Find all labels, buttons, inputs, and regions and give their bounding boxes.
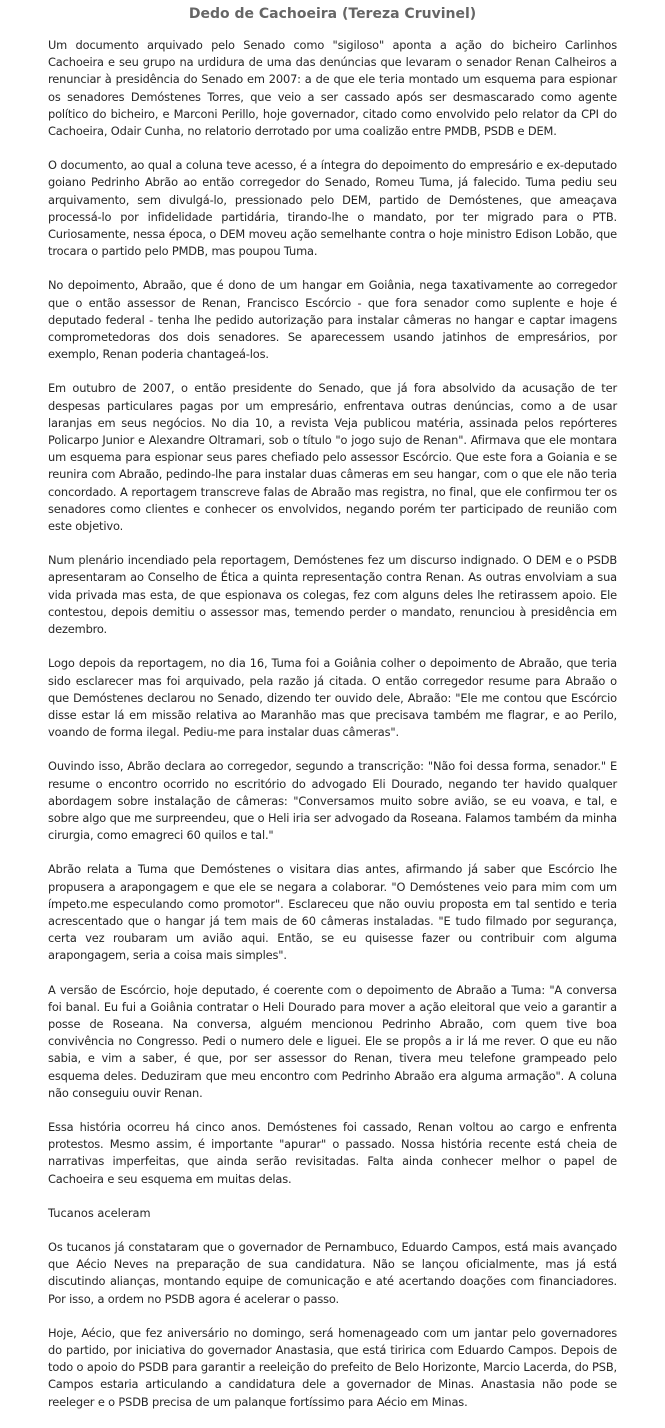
paragraph: Essa história ocorreu há cinco anos. Demóstenes foi cassado, Renan voltou ao cargo e enfrenta protestos. Mesmo assim, é importante "apurar" o passado. Nossa história recente está cheia de narrativas imperfeitas, que ainda serão revisitadas. Falta ainda conhecer melhor o papel de Cachoeira e seu esquema em muitas delas.	[48, 1119, 617, 1186]
paragraph: Os tucanos já constataram que o governador de Pernambuco, Eduardo Campos, está mais avançado que Aécio Neves na preparação de sua candidatura. Não se lançou oficialmente, mas já está discutindo alianças, montando equipe de comunicação e até acertando doações com financiadores. Por isso, a ordem no PSDB agora é acelerar o passo.	[48, 1239, 617, 1306]
article-title: Dedo de Cachoeira (Tereza Cruvinel)	[188, 6, 477, 22]
paragraph: Hoje, Aécio, que fez aniversário no domingo, será homenageado com um jantar pelo governadores do partido, por iniciativa do governador Anastasia, que está tiririca com Eduardo Campos. Depois de todo o apoio do PSDB para garantir a reeleição do prefeito de Belo Horizonte, Marcio Lacerda, do PSB, Campos estaria articulando a candidatura dele a governador de Minas. Anastasia não pode se reeleger e o PSDB precisa de um palanque fortíssimo para Aécio em Minas.	[48, 1325, 617, 1409]
paragraph: A versão de Escórcio, hoje deputado, é coerente com o depoimento de Abraão a Tuma: "A conversa foi banal. Eu fui a Goiânia contratar o Heli Dourado para mover a ação eleitoral que veio a garantir a posse de Roseana. Na conversa, alguém mencionou Pedrinho Abraão, com quem tive boa convivência no Congresso. Pedi o numero dele e liguei. Ele se propôs a ir lá me rever. O que eu não sabia, e vim a saber, é que, por ser assessor do Renan, tivera meu telefone grampeado pelo esquema deles. Deduziram que meu encontro com Pedrinho Abraão era alguma armação". A coluna não conseguiu ouvir Renan.	[48, 982, 617, 1100]
article	[48, 0, 617, 1428]
section-subheading: Tucanos aceleram	[48, 1205, 151, 1220]
paragraph: No depoimento, Abraão, que é dono de um hangar em Goiânia, nega taxativamente ao corregedor que o então assessor de Renan, Francisco Escórcio - que fora senador como suplente e hoje é deputado federal - tenha lhe pedido autorização para instalar câmeras no hangar e captar imagens comprometedoras dos dois senadores. Se aparecessem usando jatinhos de empresários, por exemplo, Renan poderia chantageá-los.	[48, 278, 617, 362]
paragraph: Abrão relata a Tuma que Demóstenes o visitara dias antes, afirmando já saber que Escórcio lhe propusera a arapongagem e que ele se negara a colaborar. "O Demóstenes veio para mim com um ímpeto.me especulando como promotor". Esclareceu que não ouviu proposta em tal sentido e teria acrescentado que o hangar já tem mais de 60 câmeras instaladas. "E tudo filmado por segurança, certa vez roubaram um avião aqui. Então, se eu quisesse fazer ou contribuir com alguma arapongagem, seria a coisa mais simples".	[48, 862, 617, 963]
paragraph: O documento, ao qual a coluna teve acesso, é a íntegra do depoimento do empresário e ex-deputado goiano Pedrinho Abrão ao então corregedor do Senado, Romeu Tuma, já falecido. Tuma pediu seu arquivamento, sem divulgá-lo, pressionado pelo DEM, partido de Demóstenes, que ameaçava processá-lo por infidelidade partidária, tirando-lhe o mandato, por ter migrado para o PTB. Curiosamente, nessa época, o DEM moveu ação semelhante contra o hoje ministro Edison Lobão, que trocara o partido pelo PMDB, mas poupou Tuma.	[48, 158, 617, 259]
paragraph: Um documento arquivado pelo Senado como "sigiloso" aponta a ação do bicheiro Carlinhos Cachoeira e seu grupo na urdidura de uma das denúncias que levaram o senador Renan Calheiros a renunciar à presidência do Senado em 2007: a de que ele teria montado um esquema para espionar os senadores Demóstenes Torres, que veio a ser cassado após ser desmascarado como agente político do bicheiro, e Marconi Perillo, hoje governador, citado como envolvido pelo relator da CPI do Cachoeira, Odair Cunha, no relatorio derrotado por uma coalizão entre PMDB, PSDB e DEM.	[48, 38, 617, 139]
paragraph: Ouvindo isso, Abrão declara ao corregedor, segundo a transcrição: "Não foi dessa forma, senador." E resume o encontro ocorrido no escritório do advogado Eli Dourado, negando ter havido qualquer abordagem sobre instalação de câmeras: "Conversamos muito sobre avião, se eu voava, e tal, e sobre algo que me surpreendeu, que o Heli iria ser advogado da Roseana. Falamos também da minha cirurgia, como emagreci 60 quilos e tal."	[48, 759, 617, 843]
paragraph: Logo depois da reportagem, no dia 16, Tuma foi a Goiânia colher o depoimento de Abraão, que teria sido esclarecer mas foi arquivado, pela razão já citada. O então corregedor resume para Abraão o que Demóstenes declarou no Senado, dizendo ter ouvido dele, Abraão: "Ele me contou que Escórcio disse estar lá em missão relativa ao Maranhão mas que precisava também me flagrar, e ao Perilo, voando de forma ilegal. Pediu-me para instalar duas câmeras".	[48, 656, 617, 740]
paragraph: Em outubro de 2007, o então presidente do Senado, que já fora absolvido da acusação de ter despesas particulares pagas por um empresário, enfrentava outras denúncias, como a de usar laranjas em seus negócios. No dia 10, a revista Veja publicou matéria, assinada pelos repórteres Policarpo Junior e Alexandre Oltramari, sob o título "o jogo sujo de Renan". Afirmava que ele montara um esquema para espionar seus pares chefiado pelo assessor Escórcio. Que este fora a Goiania e se reunira com Abraão, pedindo-lhe para instalar duas câmeras em seu hangar, com o que ele não teria concordado. A reportagem transcreve falas de Abraão mas registra, no final, que ele confirmou ter os senadores como clientes e conhecer os envolvidos, negando porém ter participado de reunião com este objetivo.	[48, 381, 617, 534]
paragraph: Num plenário incendiado pela reportagem, Demóstenes fez um discurso indignado. O DEM e o PSDB apresentaram ao Conselho de Ética a quinta representação contra Renan. As outras envolviam a sua vida privada mas esta, de que espionava os colegas, fez com alguns deles lhe retirassem apoio. Ele contestou, depois demitiu o assessor mas, temendo perder o mandato, renunciou à presidência em dezembro.	[48, 553, 617, 637]
